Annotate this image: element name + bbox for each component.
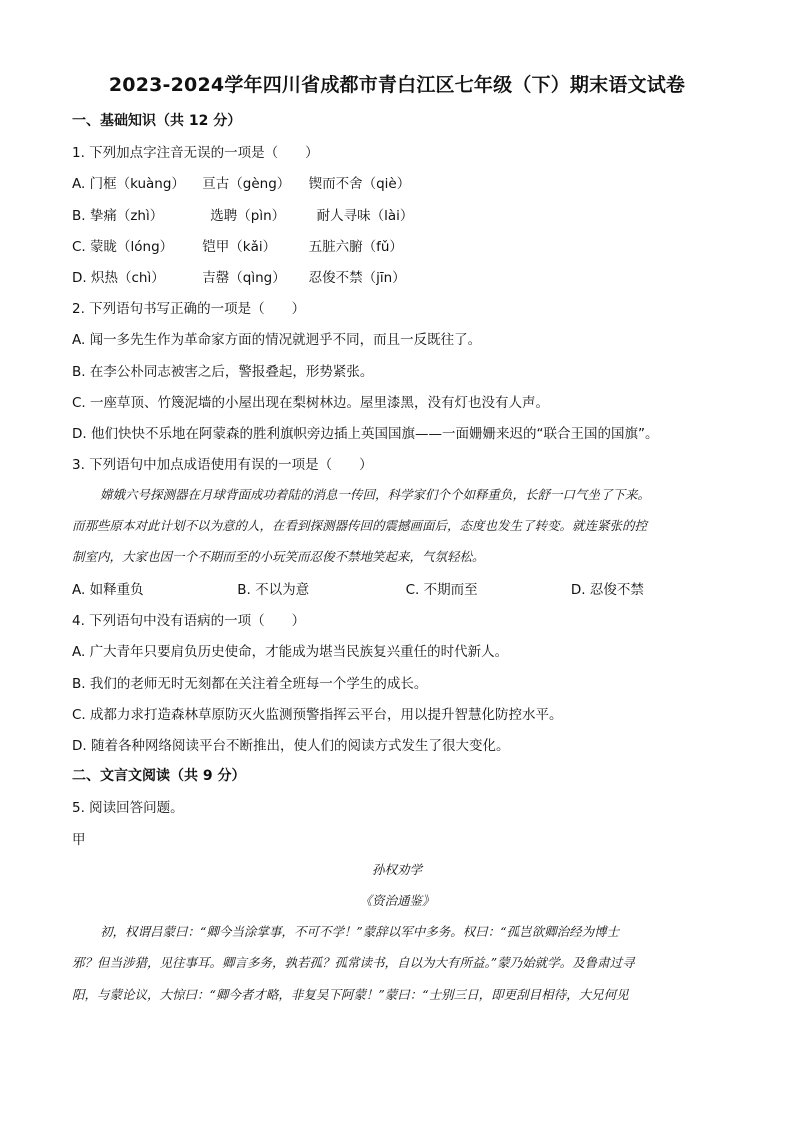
option-c-part-3: 五脏六腑（fǔ）	[308, 239, 403, 255]
question-2-option-c: C. 一座草顶、竹篾泥墙的小屋出现在梨树林边。屋里漆黑，没有灯也没有人声。	[72, 395, 550, 411]
text-label-jia: 甲	[72, 832, 86, 848]
option-a-part-3: 锲而不舍（qiè）	[308, 176, 411, 192]
q3-option-a: A. 如释重负	[72, 582, 144, 598]
question-1-option-d	[72, 266, 406, 286]
section-heading-classical-reading: 二、文言文阅读（共 9 分）	[72, 768, 246, 784]
option-a-part-1: A. 门框（kuàng）	[72, 176, 185, 192]
question-4-option-d: D. 随着各种网络阅读平台不断推出，使人们的阅读方式发生了很大变化。	[72, 738, 510, 754]
question-4-option-c: C. 成都力求打造森林草原防灭火监测预警指挥云平台，用以提升智慧化防控水平。	[72, 707, 563, 723]
question-3-options	[72, 578, 644, 598]
option-b-part-1: B. 挚痛（zhì）	[72, 208, 164, 224]
q3-option-b: B. 不以为意	[237, 582, 310, 598]
question-4-option-b: B. 我们的老师无时无刻都在关注着全班每一个学生的成长。	[72, 676, 428, 692]
option-d-part-2: 吉罄（qìng）	[202, 270, 286, 286]
option-a-part-2: 亘古（gèng）	[202, 176, 291, 192]
q3-option-d: D. 忍俊不禁	[570, 582, 644, 598]
option-d-part-1: D. 炽热（chì）	[72, 270, 165, 286]
question-4-stem: 4. 下列语句中没有语病的一项（ ）	[72, 613, 306, 629]
question-3-passage-line-2: 而那些原本对此计划不以为意的人，在看到探测器传回的震撼画面后，态度也发生了转变。就连紧张的控	[72, 518, 648, 533]
classical-passage-line-3: 阳，与蒙论议，大惊曰：“卿今者才略，非复吴下阿蒙！”蒙曰：“士别三日，即更刮目相待，大兄何见	[72, 987, 629, 1002]
option-b-part-3: 耐人寻味（lài）	[316, 208, 414, 224]
question-2-option-a: A. 闻一多先生作为革命家方面的情况就迥乎不同，而且一反既往了。	[72, 332, 482, 348]
question-4-option-a: A. 广大青年只要肩负历史使命，才能成为堪当民族复兴重任的时代新人。	[72, 644, 509, 660]
question-2-option-b: B. 在李公朴同志被害之后，警报叠起，形势紧张。	[72, 364, 374, 380]
question-2-stem: 2. 下列语句书写正确的一项是（ ）	[72, 301, 306, 317]
question-1-option-a	[72, 172, 410, 192]
question-3-stem: 3. 下列语句中加点成语使用有误的一项是（ ）	[72, 457, 373, 473]
classical-text-source: 《资治通鉴》	[359, 893, 435, 908]
question-1-option-c	[72, 235, 403, 255]
section-heading-basics: 一、基础知识（共 12 分）	[72, 113, 242, 129]
question-1-stem: 1. 下列加点字注音无误的一项是（ ）	[72, 145, 319, 161]
question-5-stem: 5. 阅读回答问题。	[72, 800, 184, 816]
classical-passage-line-2: 邪？但当涉猎，见往事耳。卿言多务，孰若孤？孤常读书，自以为大有所益。”蒙乃始就学。及鲁肃过寻	[72, 955, 635, 970]
option-c-part-1: C. 蒙眬（lóng）	[72, 239, 174, 255]
classical-text-title: 孙权劝学	[371, 862, 422, 877]
question-2-option-d: D. 他们快快不乐地在阿蒙森的胜利旗帜旁边插上英国国旗——一面姗姗来迟的“联合王国的国旗”。	[72, 426, 659, 442]
option-b-part-2: 选聘（pìn）	[210, 208, 286, 224]
question-3-passage-line-3: 制室内，大家也因一个不期而至的小玩笑而忍俊不禁地笑起来，气氛轻松。	[72, 549, 485, 564]
q3-option-c: C. 不期而至	[405, 582, 478, 598]
classical-passage-line-1: 初，权谓吕蒙曰：“卿今当涂掌事，不可不学！”蒙辞以军中多务。权曰：“孤岂欲卿治经为博士	[100, 924, 620, 939]
page-title: 2023-2024学年四川省成都市青白江区七年级（下）期末语文试卷	[108, 74, 686, 96]
option-d-part-3: 忍俊不禁（jīn）	[308, 270, 406, 286]
option-c-part-2: 铠甲（kǎi）	[202, 239, 277, 255]
question-1-option-b	[72, 204, 413, 224]
question-3-passage-line-1: 嫦娥六号探测器在月球背面成功着陆的消息一传回，科学家们个个如释重负，长舒一口气坐了下来。	[100, 487, 651, 502]
